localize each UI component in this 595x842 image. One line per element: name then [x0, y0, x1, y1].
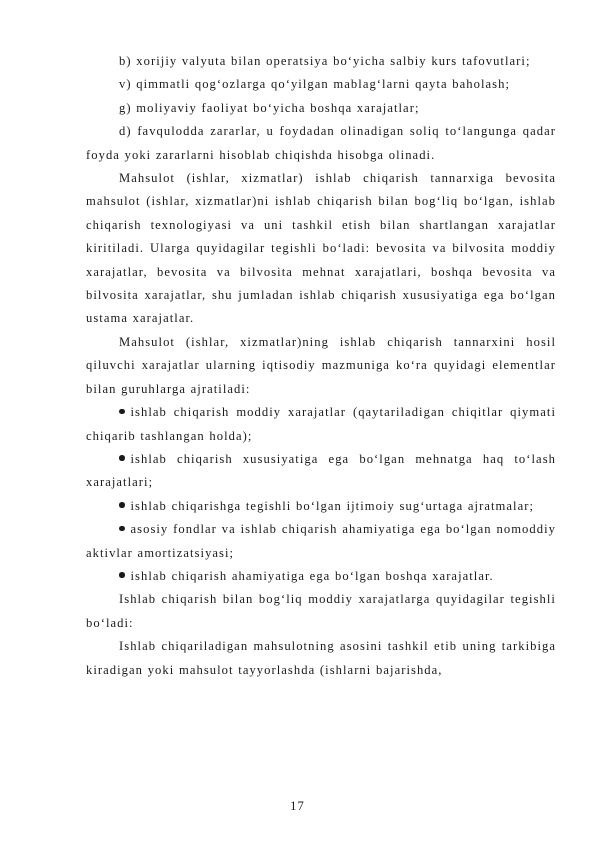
body-text: [86, 50, 556, 682]
bullet-item: [86, 401, 556, 448]
paragraph-moddiy: Ishlab chiqarish bilan bog‘liq moddiy xarajatlarga quyidagilar tegishli bo‘ladi:: [86, 592, 556, 630]
page-number: 17: [290, 799, 305, 813]
paragraph-b: b) xorijiy valyuta bilan operatsiya bo‘yicha salbiy kurs tafovutlari;: [119, 54, 531, 68]
paragraph-d: d) favqulodda zararlar, u foydadan olinadigan soliq to‘langunga qadar foyda yoki zararlarni hisoblab chiqishda hisobga olinadi.: [86, 124, 556, 162]
bullet-text: asosiy fondlar va ishlab chiqarish ahamiyatiga ega bo‘lgan nomoddiy aktivlar amortizatsiyasi;: [86, 522, 556, 560]
bullet-icon: [119, 409, 125, 415]
bullet-item: [86, 448, 556, 495]
bullet-icon: [119, 455, 125, 461]
bullet-icon: [119, 526, 125, 532]
bullet-text: ishlab chiqarish xususiyatiga ega bo‘lgan mehnatga haq to‘lash xarajatlari;: [86, 451, 556, 490]
paragraph-elementlar: Mahsulot (ishlar, xizmatlar)ning ishlab chiqarish tannarxini hosil qiluvchi xarajatlar ularning iqtisodiy mazmuniga ko‘ra quyidagi elementlar bilan guruhlarga ajratiladi:: [86, 334, 556, 396]
paragraph-tannarx: Mahsulot (ishlar, xizmatlar) ishlab chiqarish tannarxiga bevosita mahsulot (ishlar, xizmatlar)ni ishlab chiqarish bilan bog‘liq bo‘lgan, ishlab chiqarish texnologiyasi va uni tashkil etish bilan shartlangan xarajatlar kiritiladi. Ularga quyidagilar tegishli bo‘ladi: bevosita va bilvosita moddiy xarajatlar, bevosita va bilvosita mehnat xarajatlari, boshqa bevosita va bilvosita xarajatlar, shu jumladan ishlab chiqarish xususiyatiga ega bo‘lgan ustama xarajatlar.: [86, 171, 556, 326]
paragraph-v: v) qimmatli qog‘ozlarga qo‘yilgan mablag‘larni qayta baholash;: [119, 77, 511, 92]
paragraph-asos: Ishlab chiqariladigan mahsulotning asosini tashkil etib uning tarkibiga kiradigan yoki mahsulot tayyorlashda (ishlarni bajarishda,: [86, 639, 556, 677]
bullet-item: [86, 565, 556, 588]
bullet-item: [86, 518, 556, 565]
bullet-text: ishlab chiqarishga tegishli bo‘lgan ijtimoiy sug‘urtaga ajratmalar;: [130, 498, 534, 513]
bullet-text: ishlab chiqarish moddiy xarajatlar (qaytariladigan chiqitlar qiymati chiqarib tashlangan holda);: [86, 405, 556, 443]
paragraph-g: g) moliyaviy faoliyat bo‘yicha boshqa xarajatlar;: [119, 100, 420, 115]
bullet-text: ishlab chiqarish ahamiyatiga ega bo‘lgan boshqa xarajatlar.: [130, 568, 494, 583]
bullet-icon: [119, 572, 125, 578]
bullet-icon: [119, 502, 125, 508]
bullet-item: [86, 495, 556, 518]
